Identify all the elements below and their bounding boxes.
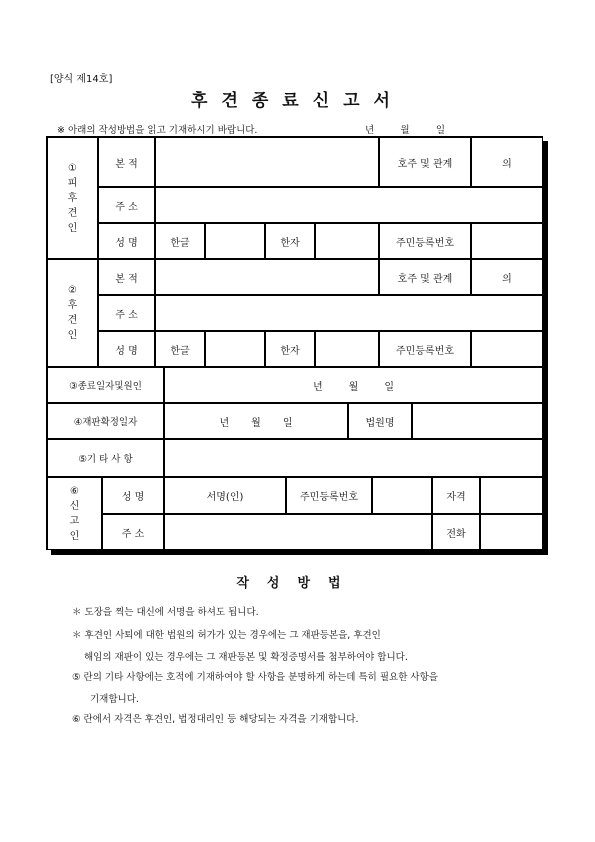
guardian-hangul-field[interactable] [205,331,265,367]
year-label: 년 [365,125,375,136]
judgment-date-label: ④재판확정일자 [47,403,164,439]
ward-domicile-field[interactable] [155,137,379,187]
reporter-resident-number-field[interactable] [372,477,432,514]
guardian-number: ② [68,285,77,296]
other-matters-field[interactable] [164,439,543,477]
reporter-label-char: 신 [69,500,80,512]
reporter-resident-number-label: 주민등록번호 [286,477,372,514]
ward-name-label: 성 명 [98,223,155,259]
reporter-qualification-field[interactable] [480,477,543,514]
ward-domicile-label: 본 적 [98,137,155,187]
judgment-date-placeholder [219,414,292,429]
ward-hangul-field[interactable] [205,223,265,259]
reporter-phone-label: 전화 [432,514,480,550]
day-label: 일 [384,381,394,393]
reporter-label-char: 인 [69,530,80,542]
reporter-qualification-label: 자격 [432,477,480,514]
instructions-title: 작성방법 [236,576,359,591]
month-label: 월 [348,381,359,393]
report-form-table [46,136,543,550]
reporter-name-label: 성 명 [102,477,164,514]
end-date-placeholder [313,378,394,393]
guardian-resident-number-label: 주민등록번호 [379,331,471,367]
ward-address-field[interactable] [155,187,543,223]
instruction-line: ＊ 도장을 찍는 대신에 서명을 하셔도 됩니다. [72,607,259,618]
guardian-relation-label: 호주 및 관계 [379,259,471,295]
other-matters-label: ⑤기 타 사 항 [47,439,164,477]
reporter-section-label [47,477,102,550]
ward-relation-label: 호주 및 관계 [379,137,471,187]
end-date-reason-label: ③종료일자및원인 [47,367,164,403]
ward-resident-number-field[interactable] [471,223,543,259]
guardian-domicile-label: 본 적 [98,259,155,295]
day-label: 일 [282,417,293,429]
report-date [365,122,445,136]
month-label: 월 [400,125,410,136]
instruction-line: ⑥ 란에서 자격은 후견인, 법정대리인 등 해당되는 자격을 기재합니다. [72,714,359,725]
form-title: 후견종료신고서 [191,91,404,111]
ward-relation-field[interactable]: 의 [471,137,543,187]
day-label: 일 [435,125,445,136]
guardian-section-label [47,259,98,367]
guardian-address-field[interactable] [155,295,543,331]
year-label: 년 [312,381,323,393]
guardian-label-char: 인 [67,330,78,341]
instruction-line: 기재합니다. [90,694,139,705]
reporter-label-char: 고 [69,515,80,527]
court-name-field[interactable] [412,403,543,439]
instruction-line: 해임의 재판이 있는 경우에는 그 재판등본 및 확정증명서를 첨부하여야 합니다. [84,652,408,663]
end-date-reason-field[interactable] [164,367,543,403]
ward-number: ① [68,162,77,174]
instruction-line: ⑤ 란의 기타 사항에는 호적에 기재하여야 할 사항을 분명하게 하는데 특히 필요한 사항을 [72,672,438,683]
form-number: [양식 제14호] [50,74,113,85]
court-name-label: 법원명 [348,403,412,439]
ward-label-char: 견 [67,207,78,219]
judgment-date-field[interactable] [164,403,348,439]
ward-label-char: 피 [67,177,78,189]
ward-label-char: 후 [67,192,78,204]
ward-hanja-field[interactable] [315,223,379,259]
reporter-number: ⑥ [70,485,79,497]
guardian-hanja-label: 한자 [265,331,315,367]
year-label: 년 [219,417,230,429]
reporter-phone-field[interactable] [480,514,543,550]
ward-label-char: 인 [67,222,78,234]
notice-text: ※ 아래의 작성방법을 읽고 기재하시기 바랍니다. [57,125,258,136]
guardian-label-char: 견 [67,315,78,326]
guardian-name-label: 성 명 [98,331,155,367]
month-label: 월 [251,417,261,429]
guardian-resident-number-field[interactable] [471,331,543,367]
ward-address-label: 주 소 [98,187,155,223]
instruction-line: ＊ 후견인 사퇴에 대한 법원의 허가가 있는 경우에는 그 재판등본을, 후견인 [72,630,381,641]
guardian-label-char: 후 [67,300,78,311]
reporter-address-label: 주 소 [102,514,164,550]
ward-resident-number-label: 주민등록번호 [379,223,471,259]
guardian-hanja-field[interactable] [315,331,379,367]
guardian-domicile-field[interactable] [155,259,379,295]
ward-hanja-label: 한자 [265,223,315,259]
ward-hangul-label: 한글 [155,223,205,259]
ward-section-label [47,137,98,259]
guardian-hangul-label: 한글 [155,331,205,367]
guardian-address-label: 주 소 [98,295,155,331]
reporter-address-field[interactable] [164,514,432,550]
guardian-relation-field[interactable]: 의 [471,259,543,295]
reporter-signature-field[interactable]: 서명(인) [164,477,286,514]
